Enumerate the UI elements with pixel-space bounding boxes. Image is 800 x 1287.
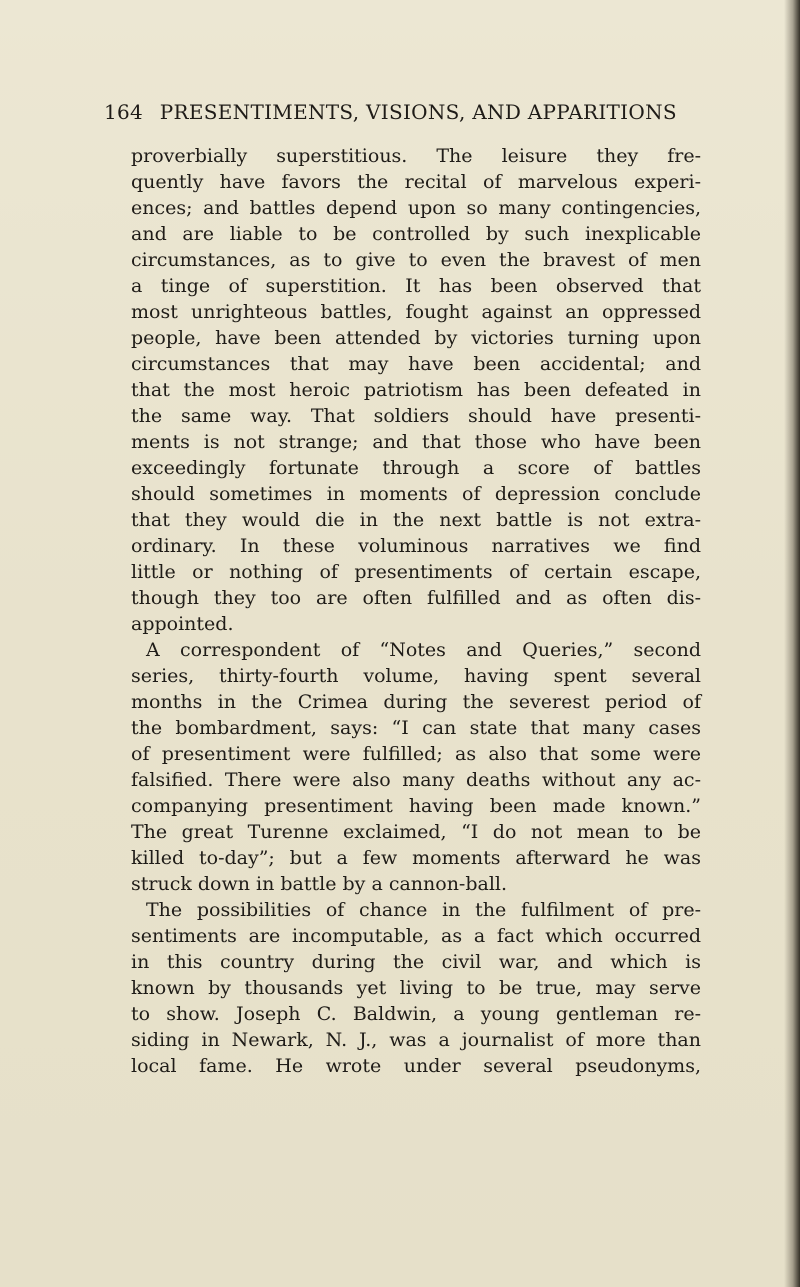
text-line: A correspondent of “Notes and Queries,” second (146, 639, 701, 661)
text-line: in this country during the civil war, and which is (131, 951, 701, 973)
text-line: known by thousands yet living to be true, may serve (131, 977, 701, 999)
text-line: months in the Crimea during the severest period of (131, 691, 701, 713)
text-line: proverbially superstitious. The leisure they fre- (131, 145, 701, 167)
running-head (104, 100, 744, 130)
text-line: companying presentiment having been made known.” (131, 795, 701, 817)
text-line: most unrighteous battles, fought against an oppressed (131, 301, 701, 323)
text-line: that they would die in the next battle is not extra- (131, 509, 701, 531)
text-line: falsified. There were also many deaths without any ac- (131, 769, 701, 791)
text-line: killed to-day”; but a few moments afterward he was (131, 847, 701, 869)
text-line: should sometimes in moments of depression conclude (131, 483, 701, 505)
page-edge-shadow (784, 0, 800, 1287)
page-number: 164 (104, 100, 144, 124)
text-line: struck down in battle by a cannon-ball. (131, 873, 508, 895)
text-line: the same way. That soldiers should have presenti- (131, 405, 701, 427)
text-line: series, thirty-fourth volume, having spent several (131, 665, 701, 687)
text-line: a tinge of superstition. It has been observed that (131, 275, 701, 297)
text-line: of presentiment were fulfilled; as also that some were (131, 743, 701, 765)
text-line: The great Turenne exclaimed, “I do not mean to be (131, 821, 701, 843)
text-line: to show. Joseph C. Baldwin, a young gentleman re- (131, 1003, 701, 1025)
body-text (131, 143, 701, 1079)
text-line: exceedingly fortunate through a score of battles (131, 457, 701, 479)
text-line: quently have favors the recital of marvelous experi- (131, 171, 701, 193)
text-line: that the most heroic patriotism has been defeated in (131, 379, 701, 401)
text-line: local fame. He wrote under several pseudonyms, (131, 1055, 701, 1077)
text-line: ences; and battles depend upon so many contingencies, (131, 197, 701, 219)
text-line: people, have been attended by victories turning upon (131, 327, 701, 349)
text-line: and are liable to be controlled by such inexplicable (131, 223, 701, 245)
text-line: appointed. (131, 613, 234, 635)
text-line: The possibilities of chance in the fulfilment of pre- (146, 899, 701, 921)
text-line: the bombardment, says: “I can state that many cases (131, 717, 701, 739)
text-line: little or nothing of presentiments of certain escape, (131, 561, 701, 583)
text-line: circumstances that may have been accidental; and (131, 353, 701, 375)
text-line: though they too are often fulfilled and as often dis- (131, 587, 701, 609)
running-head-title: PRESENTIMENTS, VISIONS, AND APPARITIONS (159, 100, 677, 124)
text-line: ments is not strange; and that those who have been (131, 431, 701, 453)
text-line: siding in Newark, N. J., was a journalist of more than (131, 1029, 701, 1051)
text-line: circumstances, as to give to even the bravest of men (131, 249, 701, 271)
text-line: sentiments are incomputable, as a fact which occurred (131, 925, 701, 947)
text-line: ordinary. In these voluminous narratives we find (131, 535, 701, 557)
